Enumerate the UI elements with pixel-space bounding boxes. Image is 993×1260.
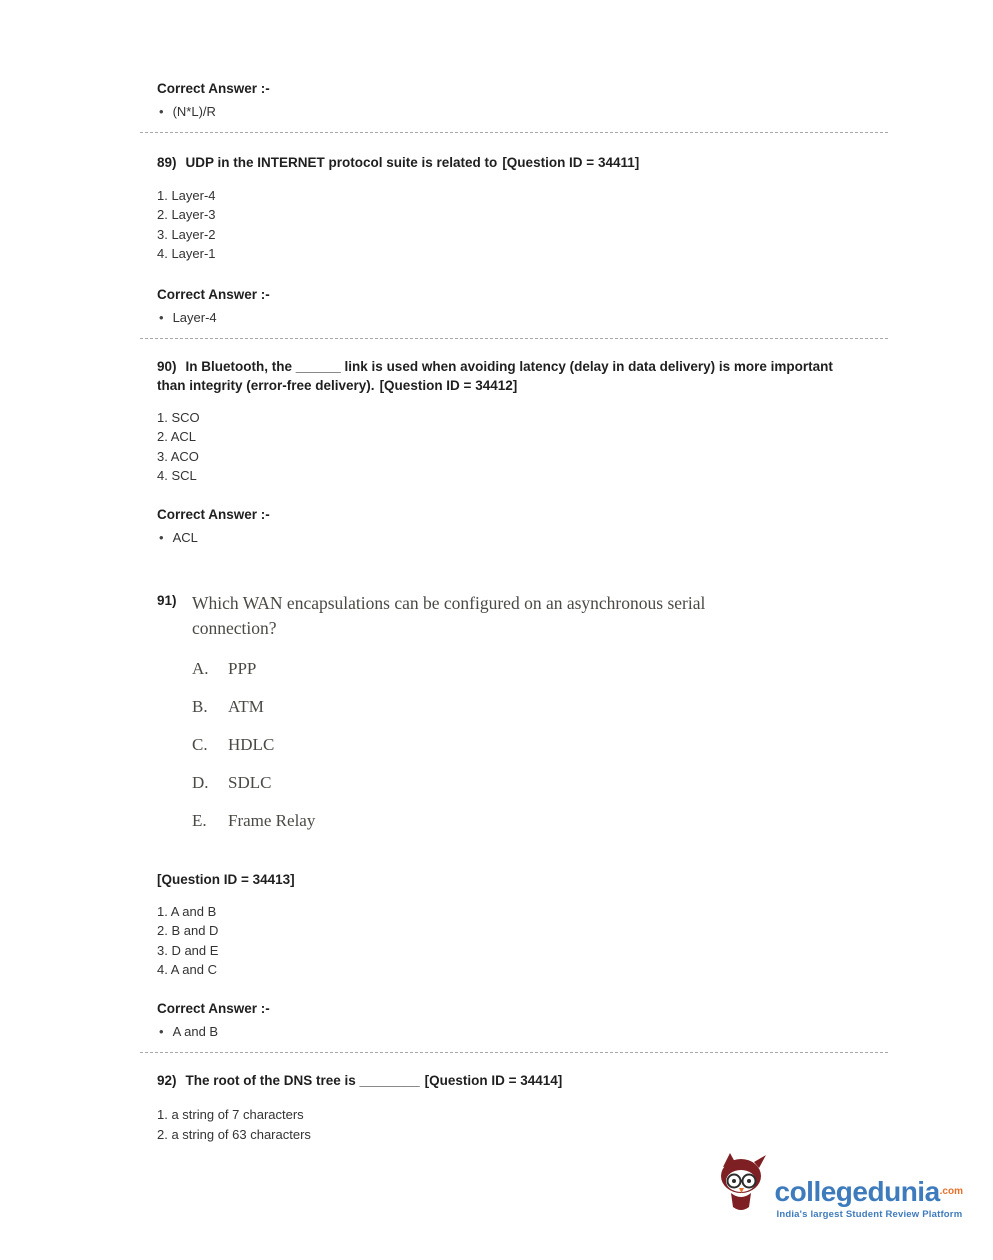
question-90-header xyxy=(157,357,857,396)
question-91 xyxy=(157,591,893,849)
question-89-options xyxy=(157,186,893,264)
question-number: 91) xyxy=(157,592,177,608)
correct-answer-value xyxy=(159,529,893,546)
choice-letter: C. xyxy=(192,734,208,754)
collegedunia-text xyxy=(775,1177,964,1220)
section-divider xyxy=(140,1052,888,1053)
option-item: 3. ACO xyxy=(157,448,199,464)
question-89-header xyxy=(157,153,857,173)
answer-text: • (N*L)/R xyxy=(172,104,216,119)
question-text: In Bluetooth, the ______ link is used when avoiding latency (delay in data delivery) is more important than integrity (error-free delivery). xyxy=(157,358,833,393)
collegedunia-tagline: India's largest Student Review Platform xyxy=(776,1209,963,1220)
section-divider xyxy=(140,338,888,339)
question-91-body xyxy=(192,591,792,849)
choice-item xyxy=(192,735,792,755)
question-id: [Question ID = 34412] xyxy=(379,378,518,393)
answer-text: • ACL xyxy=(172,529,198,545)
collegedunia-logo xyxy=(711,1151,964,1220)
option-item: 4. Layer-1 xyxy=(157,246,216,261)
option-item: 1. a string of 7 characters xyxy=(157,1107,304,1122)
question-90-options xyxy=(157,408,893,486)
question-91-stem: Which WAN encapsulations can be configured on an asynchronous serial connection? xyxy=(192,592,706,638)
choice-letter: B. xyxy=(192,696,208,716)
question-id: [Question ID = 34411] xyxy=(502,155,640,170)
question-text: The root of the DNS tree is ________ xyxy=(185,1072,420,1088)
correct-answer-value xyxy=(159,103,893,120)
choice-letter: A. xyxy=(192,658,209,678)
collegedunia-mascot-icon xyxy=(711,1151,769,1218)
option-item: 2. ACL xyxy=(157,429,197,444)
choice-text: PPP xyxy=(228,658,257,678)
option-item: 1. A and B xyxy=(157,903,217,919)
collegedunia-wordmark xyxy=(775,1177,964,1207)
question-id: [Question ID = 34413] xyxy=(157,871,295,887)
option-item: 1. Layer-4 xyxy=(157,187,216,203)
question-91-choices xyxy=(192,659,792,831)
choice-text: SDLC xyxy=(228,772,272,792)
choice-item xyxy=(192,697,792,717)
question-92-options xyxy=(157,1105,893,1144)
choice-text: ATM xyxy=(228,696,264,716)
question-number: 92) xyxy=(157,1072,177,1088)
section-divider xyxy=(140,132,888,133)
brand-suffix: .com xyxy=(939,1186,963,1197)
option-item: 2. a string of 63 characters xyxy=(157,1126,311,1142)
choice-item xyxy=(192,773,792,793)
option-item: 1. SCO xyxy=(157,409,200,425)
correct-answer-label: Correct Answer :- xyxy=(157,286,270,302)
choice-text: HDLC xyxy=(228,734,275,754)
choice-item xyxy=(192,811,792,831)
question-number: 89) xyxy=(157,155,177,170)
correct-answer-value xyxy=(159,1023,893,1040)
choice-letter: D. xyxy=(192,772,209,792)
question-92-header xyxy=(157,1071,857,1091)
answer-text: • A and B xyxy=(172,1023,219,1039)
answer-text: • Layer-4 xyxy=(172,309,217,325)
choice-item xyxy=(192,659,792,679)
question-91-options xyxy=(157,902,893,980)
option-item: 4. A and C xyxy=(157,962,217,977)
option-item: 3. Layer-2 xyxy=(157,226,216,242)
correct-answer-label: Correct Answer :- xyxy=(157,81,270,96)
choice-letter: E. xyxy=(192,810,207,830)
correct-answer-label: Correct Answer :- xyxy=(157,506,270,522)
option-item: 3. D and E xyxy=(157,942,219,958)
correct-answer-value xyxy=(159,309,893,326)
brand-name: collegedunia xyxy=(774,1176,940,1207)
option-item: 4. SCL xyxy=(157,468,197,483)
question-id: [Question ID = 34414] xyxy=(424,1072,563,1088)
option-item: 2. Layer-3 xyxy=(157,207,216,222)
question-number: 90) xyxy=(157,358,177,374)
correct-answer-label: Correct Answer :- xyxy=(157,1000,270,1016)
choice-text: Frame Relay xyxy=(228,810,316,830)
option-item: 2. B and D xyxy=(157,923,219,938)
question-text: UDP in the INTERNET protocol suite is related to xyxy=(185,155,498,170)
